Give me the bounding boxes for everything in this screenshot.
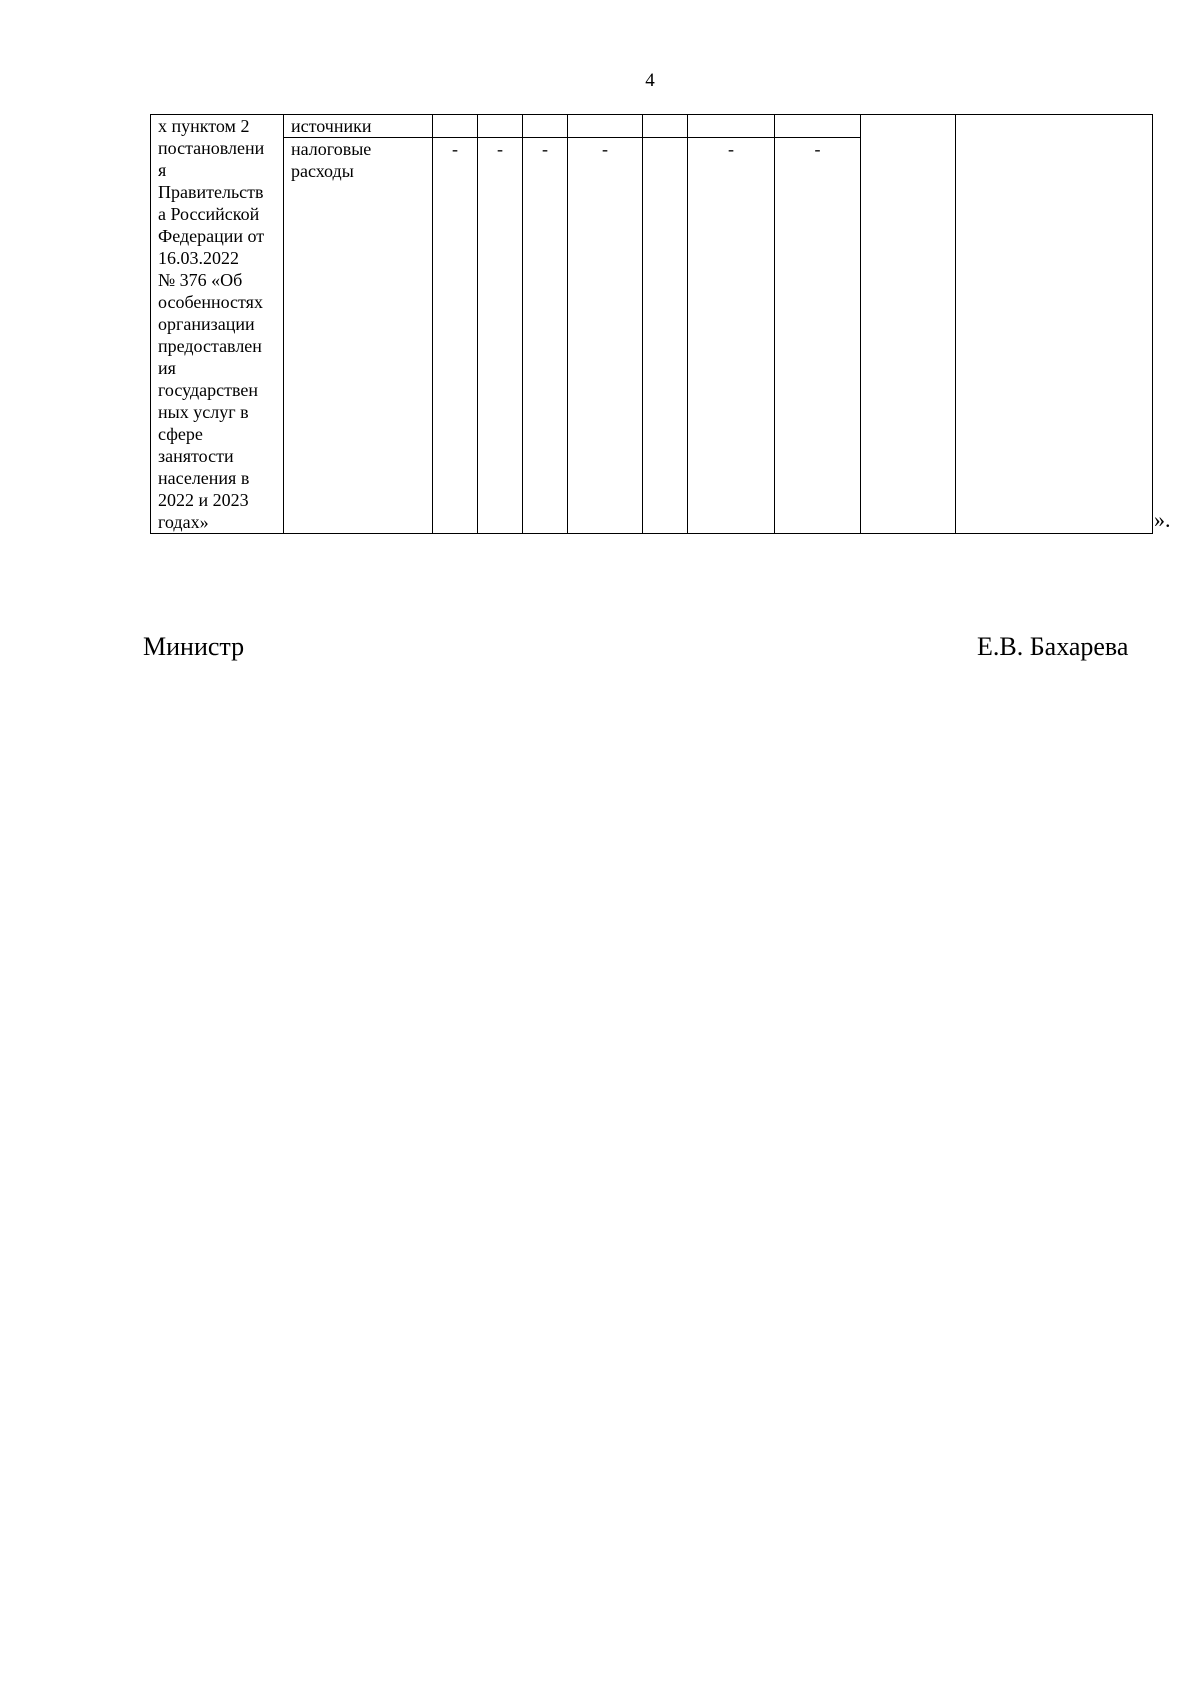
table-cell-tax-value: - [478,138,523,534]
signatory-name: Е.В. Бахарева [977,632,1129,661]
table-cell-tax-value [643,138,688,534]
table-cell-sources-7 [775,115,861,138]
signatory-role: Министр [143,632,245,661]
table-cell-tax-label: налоговые расходы [284,138,433,534]
table-cell-sources-5 [643,115,688,138]
table-cell-legal-basis: х пунктом 2 постановлени я Правительств а Российской Федерации от 16.03.2022 № 376 «Об особенностях организации предоставлен ия государствен ных услуг в сфере занятости населения в 2022 и 2023 годах» [151,115,284,534]
table-cell-tax-value: - [433,138,478,534]
table-cell-tax-value: - [523,138,568,534]
table-cell-sources-2 [478,115,523,138]
table-cell-merged-2 [956,115,1153,534]
table-cell-tax-value: - [688,138,775,534]
table-cell-sources-6 [688,115,775,138]
table-cell-tax-value: - [568,138,643,534]
table-cell-sources-4 [568,115,643,138]
page-number: 4 [645,70,655,91]
table-cell-sources-1 [433,115,478,138]
document-table [150,114,1153,534]
table-cell-sources-3 [523,115,568,138]
table-cell-sources-label: источники [284,115,433,138]
table-cell-merged-1 [861,115,956,534]
closing-quote: ». [1154,507,1171,532]
table-cell-tax-value: - [775,138,861,534]
